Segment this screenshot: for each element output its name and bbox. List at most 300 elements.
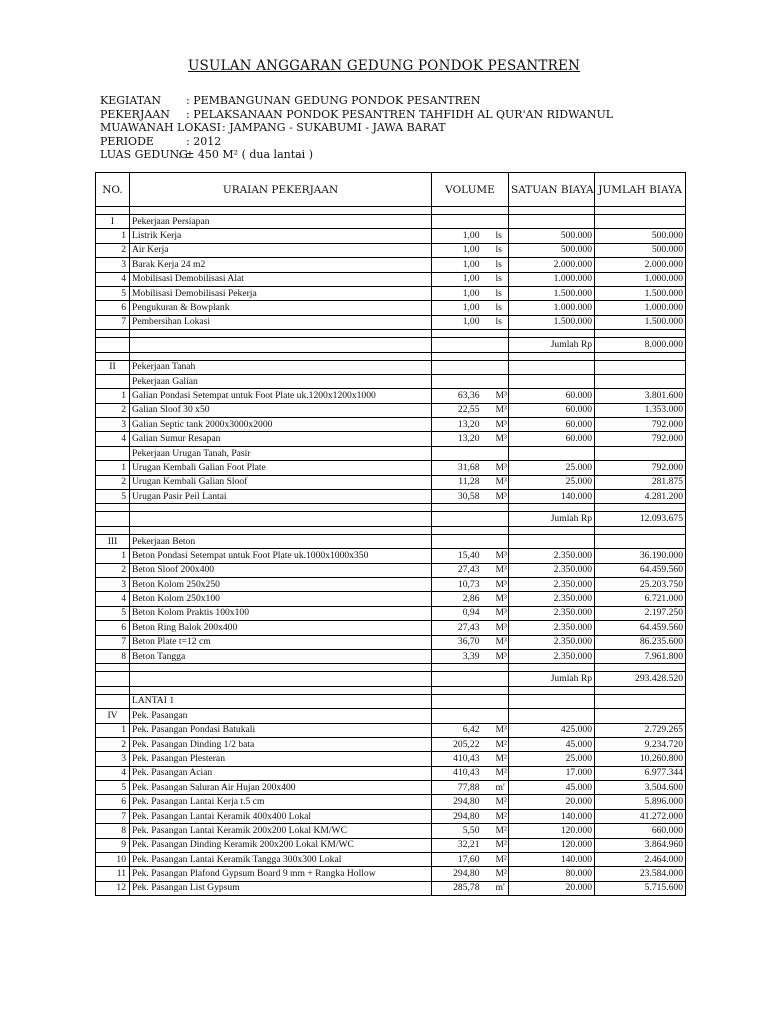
item-number: 3 xyxy=(96,258,130,272)
section-row xyxy=(96,360,686,374)
empty-cell xyxy=(432,512,494,526)
item-description: Beton Kolom Praktis 100x100 xyxy=(130,606,432,620)
empty-cell xyxy=(595,686,686,694)
empty-cell xyxy=(432,694,494,708)
item-description: Galian Sloof 30 x50 xyxy=(130,403,432,417)
item-description: Beton Pondasi Setempat untuk Foot Plate uk.1000x1000x350 xyxy=(130,549,432,563)
item-volume: 22,55 xyxy=(432,403,494,417)
subtotal-row xyxy=(96,672,686,686)
item-unit-price: 2.350.000 xyxy=(509,649,595,663)
info-label: MUAWANAH LOKASI xyxy=(100,121,221,134)
subtotal-row xyxy=(96,512,686,526)
section-row xyxy=(96,215,686,229)
info-value: : PEMBANGUNAN GEDUNG PONDOK PESANTREN xyxy=(186,94,481,107)
item-unit-price: 2.350.000 xyxy=(509,592,595,606)
spacer-row xyxy=(96,330,686,338)
item-volume: 1,00 xyxy=(432,286,494,300)
header-volume: VOLUME xyxy=(432,173,509,207)
table-row xyxy=(96,475,686,489)
empty-cell xyxy=(130,686,432,694)
item-description: Urugan Kembali Galian Sloof xyxy=(130,475,432,489)
item-unit: M² xyxy=(494,752,509,766)
subtotal-label: Jumlah Rp xyxy=(509,512,595,526)
empty-cell xyxy=(130,526,432,534)
empty-cell xyxy=(494,360,509,374)
item-description: Mobilisasi Demobilisasi Alat xyxy=(130,272,432,286)
subtotal-value: 8.000.000 xyxy=(595,338,686,352)
info-value: : PELAKSANAAN PONDOK PESANTREN TAHFIDH AL QUR'AN RIDWANUL xyxy=(186,107,614,121)
subtotal-value: 12.093.675 xyxy=(595,512,686,526)
item-number: 8 xyxy=(96,649,130,663)
empty-cell xyxy=(494,512,509,526)
empty-cell xyxy=(432,374,494,388)
item-description: Pek. Pasangan Acian xyxy=(130,766,432,780)
item-volume: 30,58 xyxy=(432,490,494,504)
empty-cell xyxy=(509,709,595,723)
empty-cell xyxy=(509,686,595,694)
subsection-row xyxy=(96,446,686,460)
item-description: Pek. Pasangan Lantai Kerja t.5 cm xyxy=(130,795,432,809)
empty-cell xyxy=(595,534,686,548)
empty-cell xyxy=(130,672,432,686)
empty-cell xyxy=(595,446,686,460)
empty-cell xyxy=(494,338,509,352)
section-row xyxy=(96,534,686,548)
subsection-row xyxy=(96,694,686,708)
empty-cell xyxy=(509,215,595,229)
item-description: Galian Pondasi Setempat untuk Foot Plate uk.1200x1200x1000 xyxy=(130,389,432,403)
empty-cell xyxy=(432,686,494,694)
item-number: 1 xyxy=(96,229,130,243)
item-unit-price: 140.000 xyxy=(509,853,595,867)
subtotal-label: Jumlah Rp xyxy=(509,672,595,686)
table-row xyxy=(96,824,686,838)
item-unit: ls xyxy=(494,286,509,300)
item-unit-price: 25.000 xyxy=(509,475,595,489)
empty-cell xyxy=(432,664,494,672)
empty-cell xyxy=(130,352,432,360)
item-number: 3 xyxy=(96,577,130,591)
item-unit: M² xyxy=(494,838,509,852)
item-description: Pembersihan Lokasi xyxy=(130,315,432,329)
item-total: 6.977.344 xyxy=(595,766,686,780)
table-row xyxy=(96,418,686,432)
item-volume: 77,88 xyxy=(432,781,494,795)
item-total: 36.190.000 xyxy=(595,549,686,563)
item-volume: 294,80 xyxy=(432,809,494,823)
item-unit: M³ xyxy=(494,577,509,591)
item-unit-price: 120.000 xyxy=(509,824,595,838)
item-number: 5 xyxy=(96,286,130,300)
table-row xyxy=(96,272,686,286)
table-row xyxy=(96,243,686,257)
subsection-row xyxy=(96,374,686,388)
table-row xyxy=(96,461,686,475)
empty-cell xyxy=(494,374,509,388)
item-volume: 3,39 xyxy=(432,649,494,663)
item-unit: M² xyxy=(494,867,509,881)
item-total: 2.729.265 xyxy=(595,723,686,737)
item-number: 5 xyxy=(96,490,130,504)
item-number: 2 xyxy=(96,475,130,489)
spacer-row xyxy=(96,504,686,512)
item-number: 7 xyxy=(96,635,130,649)
item-unit-price: 60.000 xyxy=(509,432,595,446)
item-total: 1.500.000 xyxy=(595,315,686,329)
item-number: 6 xyxy=(96,795,130,809)
item-unit: M² xyxy=(494,795,509,809)
item-unit-price: 60.000 xyxy=(509,389,595,403)
item-unit: ls xyxy=(494,301,509,315)
item-number: 8 xyxy=(96,824,130,838)
item-volume: 410,43 xyxy=(432,752,494,766)
section-title: Pekerjaan Beton xyxy=(130,534,432,548)
item-description: Beton Tangga xyxy=(130,649,432,663)
item-unit: ls xyxy=(494,243,509,257)
item-number: 9 xyxy=(96,838,130,852)
item-number: 7 xyxy=(96,809,130,823)
empty-cell xyxy=(494,672,509,686)
info-value: : 2012 xyxy=(186,134,222,148)
item-total: 1.500.000 xyxy=(595,286,686,300)
item-number: 1 xyxy=(96,723,130,737)
section-title: Pekerjaan Tanah xyxy=(130,360,432,374)
item-volume: 17,60 xyxy=(432,853,494,867)
item-number: 3 xyxy=(96,752,130,766)
empty-cell xyxy=(96,338,130,352)
item-description: Galian Sumur Resapan xyxy=(130,432,432,446)
table-row xyxy=(96,403,686,417)
item-description: Pek. Pasangan Saluran Air Hujan 200x400 xyxy=(130,781,432,795)
item-unit-price: 60.000 xyxy=(509,403,595,417)
item-description: Listrik Kerja xyxy=(130,229,432,243)
header-no: NO. xyxy=(96,173,130,207)
empty-cell xyxy=(509,446,595,460)
empty-cell xyxy=(595,207,686,215)
item-number: 11 xyxy=(96,867,130,881)
item-number: 6 xyxy=(96,301,130,315)
table-row xyxy=(96,577,686,591)
item-volume: 11,28 xyxy=(432,475,494,489)
empty-cell xyxy=(509,207,595,215)
item-number: 1 xyxy=(96,389,130,403)
item-total: 9.234.720 xyxy=(595,737,686,751)
item-volume: 10,73 xyxy=(432,577,494,591)
item-number: 5 xyxy=(96,606,130,620)
item-unit-price: 2.350.000 xyxy=(509,606,595,620)
item-number: 5 xyxy=(96,781,130,795)
item-total: 5.715.600 xyxy=(595,881,686,895)
item-volume: 0,94 xyxy=(432,606,494,620)
item-volume: 27,43 xyxy=(432,621,494,635)
item-unit: M³ xyxy=(494,563,509,577)
empty-cell xyxy=(494,526,509,534)
item-total: 5.896.000 xyxy=(595,795,686,809)
table-row xyxy=(96,838,686,852)
section-number: II xyxy=(96,360,130,374)
item-unit: M² xyxy=(494,824,509,838)
item-number: 2 xyxy=(96,737,130,751)
subtotal-row xyxy=(96,338,686,352)
empty-cell xyxy=(509,664,595,672)
empty-cell xyxy=(96,207,130,215)
empty-cell xyxy=(432,504,494,512)
empty-cell xyxy=(494,686,509,694)
item-number: 2 xyxy=(96,243,130,257)
item-total: 23.584.000 xyxy=(595,867,686,881)
empty-cell xyxy=(96,374,130,388)
empty-cell xyxy=(494,664,509,672)
item-volume: 410,43 xyxy=(432,766,494,780)
empty-cell xyxy=(130,664,432,672)
item-volume: 27,43 xyxy=(432,563,494,577)
item-volume: 13,20 xyxy=(432,418,494,432)
item-description: Air Kerja xyxy=(130,243,432,257)
item-unit-price: 2.350.000 xyxy=(509,621,595,635)
item-volume: 205,22 xyxy=(432,737,494,751)
item-description: Beton Sloof 200x400 xyxy=(130,563,432,577)
empty-cell xyxy=(595,664,686,672)
item-description: Beton Kolom 250x250 xyxy=(130,577,432,591)
item-total: 792.000 xyxy=(595,461,686,475)
item-number: 4 xyxy=(96,272,130,286)
item-total: 3.801.600 xyxy=(595,389,686,403)
table-row xyxy=(96,549,686,563)
item-unit: M³ xyxy=(494,432,509,446)
item-volume: 1,00 xyxy=(432,315,494,329)
item-total: 86.235.600 xyxy=(595,635,686,649)
spacer-row xyxy=(96,352,686,360)
table-row xyxy=(96,315,686,329)
subsection-title: Pekerjaan Urugan Tanah, Pasir xyxy=(130,446,432,460)
item-volume: 1,00 xyxy=(432,258,494,272)
subtotal-label: Jumlah Rp xyxy=(509,338,595,352)
spacer-row xyxy=(96,207,686,215)
empty-cell xyxy=(432,672,494,686)
section-title: Pek. Pasangan xyxy=(130,709,432,723)
empty-cell xyxy=(96,446,130,460)
item-unit-price: 60.000 xyxy=(509,418,595,432)
item-unit-price: 80.000 xyxy=(509,867,595,881)
item-unit-price: 20.000 xyxy=(509,881,595,895)
item-description: Urugan Pasir Peil Lantai xyxy=(130,490,432,504)
table-row xyxy=(96,592,686,606)
table-row xyxy=(96,258,686,272)
empty-cell xyxy=(96,672,130,686)
item-volume: 285,78 xyxy=(432,881,494,895)
table-row xyxy=(96,795,686,809)
empty-cell xyxy=(96,664,130,672)
empty-cell xyxy=(595,360,686,374)
item-description: Pek. Pasangan Lantai Keramik 400x400 Lokal xyxy=(130,809,432,823)
empty-cell xyxy=(494,215,509,229)
table-row xyxy=(96,563,686,577)
spacer-row xyxy=(96,686,686,694)
item-number: 1 xyxy=(96,549,130,563)
item-volume: 31,68 xyxy=(432,461,494,475)
spacer-row xyxy=(96,526,686,534)
table-row xyxy=(96,606,686,620)
table-row xyxy=(96,635,686,649)
empty-cell xyxy=(595,215,686,229)
table-row xyxy=(96,752,686,766)
table-row xyxy=(96,766,686,780)
empty-cell xyxy=(595,352,686,360)
item-description: Barak Kerja 24 m2 xyxy=(130,258,432,272)
empty-cell xyxy=(494,446,509,460)
item-volume: 15,40 xyxy=(432,549,494,563)
item-description: Urugan Kembali Galian Foot Plate xyxy=(130,461,432,475)
empty-cell xyxy=(432,338,494,352)
item-total: 1.353.000 xyxy=(595,403,686,417)
item-description: Pek. Pasangan List Gypsum xyxy=(130,881,432,895)
empty-cell xyxy=(130,504,432,512)
item-description: Pek. Pasangan Plesteran xyxy=(130,752,432,766)
item-description: Mobilisasi Demobilisasi Pekerja xyxy=(130,286,432,300)
item-unit-price: 45.000 xyxy=(509,737,595,751)
empty-cell xyxy=(595,504,686,512)
info-value: : ± 450 M² ( dua lantai ) xyxy=(178,148,313,161)
header-satuan-biaya: SATUAN BIAYA xyxy=(509,173,595,207)
item-unit: M³ xyxy=(494,418,509,432)
item-description: Pek. Pasangan Lantai Keramik 200x200 Lokal KM/WC xyxy=(130,824,432,838)
item-unit-price: 2.000.000 xyxy=(509,258,595,272)
item-volume: 1,00 xyxy=(432,229,494,243)
item-number: 4 xyxy=(96,592,130,606)
item-volume: 294,80 xyxy=(432,867,494,881)
table-row xyxy=(96,301,686,315)
empty-cell xyxy=(509,526,595,534)
item-total: 25.203.750 xyxy=(595,577,686,591)
item-unit-price: 25.000 xyxy=(509,461,595,475)
empty-cell xyxy=(509,374,595,388)
item-total: 2.464.000 xyxy=(595,853,686,867)
item-unit: M³ xyxy=(494,723,509,737)
item-unit: ls xyxy=(494,315,509,329)
document-title: USULAN ANGGARAN GEDUNG PONDOK PESANTREN xyxy=(187,58,581,74)
item-total: 1.000.000 xyxy=(595,272,686,286)
item-number: 7 xyxy=(96,315,130,329)
item-total: 7.961.800 xyxy=(595,649,686,663)
empty-cell xyxy=(96,694,130,708)
item-unit-price: 25.000 xyxy=(509,752,595,766)
empty-cell xyxy=(432,534,494,548)
empty-cell xyxy=(130,512,432,526)
empty-cell xyxy=(432,352,494,360)
item-unit-price: 140.000 xyxy=(509,490,595,504)
header-uraian: URAIAN PEKERJAAN xyxy=(130,173,432,207)
item-unit: M³ xyxy=(494,475,509,489)
empty-cell xyxy=(96,352,130,360)
item-number: 2 xyxy=(96,403,130,417)
item-unit: M³ xyxy=(494,592,509,606)
item-unit: M³ xyxy=(494,621,509,635)
spacer-row xyxy=(96,664,686,672)
item-total: 792.000 xyxy=(595,432,686,446)
item-total: 4.281.200 xyxy=(595,490,686,504)
empty-cell xyxy=(595,694,686,708)
subsection-title: LANTAI 1 xyxy=(130,694,432,708)
item-unit-price: 500.000 xyxy=(509,243,595,257)
section-number: IV xyxy=(96,709,130,723)
item-unit: M³ xyxy=(494,649,509,663)
item-description: Pek. Pasangan Pondasi Batukali xyxy=(130,723,432,737)
empty-cell xyxy=(494,534,509,548)
item-total: 1.000.000 xyxy=(595,301,686,315)
item-number: 10 xyxy=(96,853,130,867)
item-total: 10.260.800 xyxy=(595,752,686,766)
item-unit-price: 140.000 xyxy=(509,809,595,823)
item-unit: ls xyxy=(494,258,509,272)
item-unit: M³ xyxy=(494,461,509,475)
item-total: 64.459.560 xyxy=(595,621,686,635)
item-total: 792.000 xyxy=(595,418,686,432)
empty-cell xyxy=(595,374,686,388)
item-unit: M³ xyxy=(494,606,509,620)
item-description: Pengukuran & Bowplank xyxy=(130,301,432,315)
empty-cell xyxy=(432,360,494,374)
item-number: 12 xyxy=(96,881,130,895)
item-unit-price: 2.350.000 xyxy=(509,635,595,649)
item-description: Pek. Pasangan Lantai Keramik Tangga 300x300 Lokal xyxy=(130,853,432,867)
item-unit: m' xyxy=(494,881,509,895)
item-volume: 1,00 xyxy=(432,272,494,286)
empty-cell xyxy=(509,352,595,360)
item-number: 3 xyxy=(96,418,130,432)
table-row xyxy=(96,867,686,881)
item-volume: 32,21 xyxy=(432,838,494,852)
item-volume: 6,42 xyxy=(432,723,494,737)
item-unit: M³ xyxy=(494,389,509,403)
table-row xyxy=(96,723,686,737)
subsection-title: Pekerjaan Galian xyxy=(130,374,432,388)
item-unit-price: 1.500.000 xyxy=(509,286,595,300)
item-unit: M² xyxy=(494,737,509,751)
item-unit: m' xyxy=(494,781,509,795)
empty-cell xyxy=(432,446,494,460)
item-description: Beton Kolom 250x100 xyxy=(130,592,432,606)
item-number: 1 xyxy=(96,461,130,475)
empty-cell xyxy=(494,352,509,360)
table-row xyxy=(96,737,686,751)
item-number: 2 xyxy=(96,563,130,577)
item-total: 500.000 xyxy=(595,229,686,243)
empty-cell xyxy=(509,504,595,512)
item-description: Beton Plate t=12 cm xyxy=(130,635,432,649)
item-unit-price: 1.000.000 xyxy=(509,301,595,315)
empty-cell xyxy=(595,526,686,534)
item-unit-price: 20.000 xyxy=(509,795,595,809)
empty-cell xyxy=(494,694,509,708)
empty-cell xyxy=(509,360,595,374)
item-total: 281.875 xyxy=(595,475,686,489)
empty-cell xyxy=(509,534,595,548)
item-unit: M³ xyxy=(494,549,509,563)
empty-cell xyxy=(96,330,130,338)
section-title: Pekerjaan Persiapan xyxy=(130,215,432,229)
empty-cell xyxy=(595,330,686,338)
empty-cell xyxy=(432,526,494,534)
table-body xyxy=(96,207,686,896)
section-number: III xyxy=(96,534,130,548)
item-unit: ls xyxy=(494,229,509,243)
info-label: LUAS GEDUNG xyxy=(100,148,188,161)
item-unit-price: 2.350.000 xyxy=(509,549,595,563)
item-total: 660.000 xyxy=(595,824,686,838)
table-row xyxy=(96,286,686,300)
table-header-row xyxy=(96,173,686,207)
empty-cell xyxy=(96,526,130,534)
